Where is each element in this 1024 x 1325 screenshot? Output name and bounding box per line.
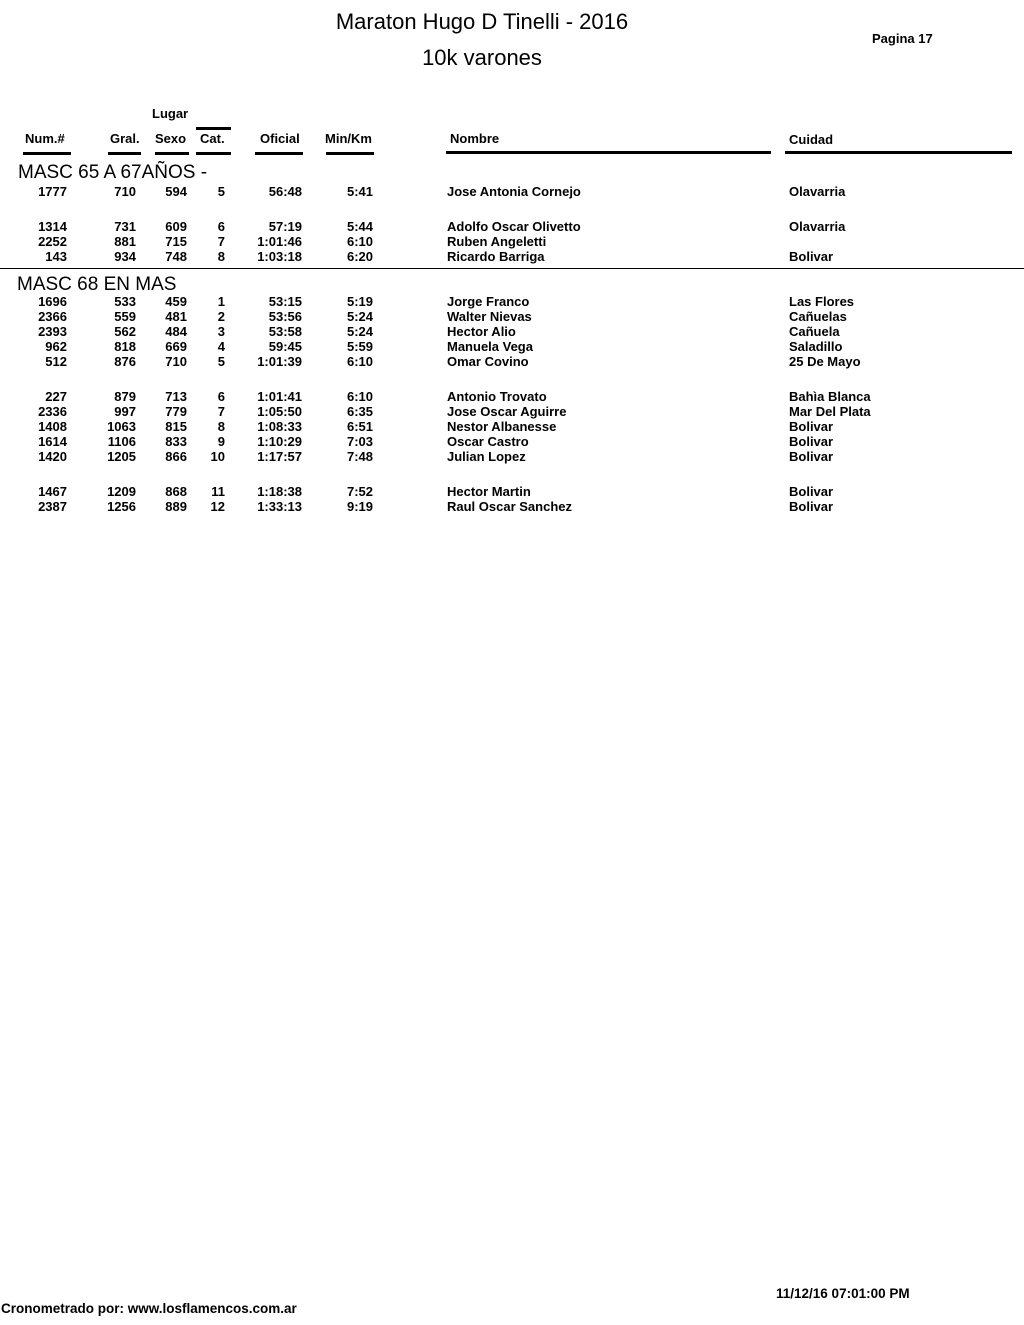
cell-cuidad: Bolivar [789, 249, 834, 264]
cell-cuidad: Olavarria [789, 219, 846, 234]
section-divider [0, 268, 1024, 269]
cell-sexo: 609 [165, 219, 187, 234]
cell-nombre: Nestor Albanesse [447, 419, 557, 434]
cell-num: 1467 [38, 484, 67, 499]
cell-sexo: 669 [165, 339, 187, 354]
cell-cat: 7 [217, 404, 225, 419]
cell-cat: 8 [217, 419, 225, 434]
cell-num: 2387 [38, 499, 67, 514]
cell-oficial: 1:03:18 [257, 249, 302, 264]
cell-cat: 2 [217, 309, 225, 324]
cell-num: 2336 [38, 404, 67, 419]
cell-minkm: 6:10 [346, 354, 373, 369]
col-underline-cuidad [785, 151, 1012, 154]
cell-gral: 997 [114, 404, 136, 419]
cell-num: 2393 [38, 324, 67, 339]
section-title: MASC 65 A 67AÑOS - [18, 162, 208, 183]
cell-minkm: 6:35 [346, 404, 373, 419]
cell-minkm: 6:10 [346, 389, 373, 404]
cell-cat: 12 [210, 499, 225, 514]
cell-gral: 876 [114, 354, 136, 369]
cell-num: 2366 [38, 309, 67, 324]
cell-num: 143 [45, 249, 67, 264]
col-underline-nombre [446, 151, 771, 154]
cell-cat: 3 [217, 324, 225, 339]
cell-gral: 879 [114, 389, 136, 404]
cell-oficial: 57:19 [268, 219, 302, 234]
cell-oficial: 1:33:13 [257, 499, 302, 514]
cell-sexo: 710 [165, 354, 187, 369]
cell-nombre: Julian Lopez [447, 449, 526, 464]
cell-nombre: Antonio Trovato [447, 389, 547, 404]
cell-minkm: 7:48 [346, 449, 373, 464]
col-underline-sexo [155, 152, 189, 155]
cell-gral: 710 [114, 184, 136, 199]
cell-gral: 533 [114, 294, 136, 309]
col-header-cat: Cat. [200, 131, 225, 146]
cell-oficial: 53:15 [268, 294, 302, 309]
cell-minkm: 6:51 [346, 419, 373, 434]
cell-nombre: Ruben Angeletti [447, 234, 547, 249]
cell-num: 227 [45, 389, 67, 404]
cell-cuidad: Saladillo [789, 339, 843, 354]
cell-cat: 1 [217, 294, 225, 309]
cell-sexo: 594 [165, 184, 187, 199]
cell-sexo: 868 [165, 484, 187, 499]
cell-num: 1408 [38, 419, 67, 434]
cell-minkm: 5:41 [346, 184, 373, 199]
print-timestamp: 11/12/16 07:01:00 PM [776, 1286, 910, 1301]
cell-oficial: 53:58 [268, 324, 302, 339]
col-header-cuidad: Cuidad [789, 132, 834, 147]
col-underline-gral [108, 152, 141, 155]
cell-num: 962 [45, 339, 67, 354]
cell-cuidad: 25 De Mayo [789, 354, 861, 369]
cell-gral: 559 [114, 309, 136, 324]
cell-cuidad: Cañuelas [789, 309, 847, 324]
cell-gral: 562 [114, 324, 136, 339]
cell-cuidad: Olavarria [789, 184, 846, 199]
cell-num: 1314 [38, 219, 67, 234]
cell-sexo: 866 [165, 449, 187, 464]
cell-nombre: Oscar Castro [447, 434, 529, 449]
cell-sexo: 779 [165, 404, 187, 419]
cell-num: 1777 [38, 184, 67, 199]
section-title: MASC 68 EN MAS [17, 274, 177, 295]
cell-num: 1420 [38, 449, 67, 464]
cell-nombre: Manuela Vega [447, 339, 533, 354]
cell-sexo: 748 [165, 249, 187, 264]
cell-cuidad: Bolivar [789, 449, 834, 464]
cell-oficial: 1:17:57 [257, 449, 302, 464]
cell-num: 1614 [38, 434, 67, 449]
col-header-minkm: Min/Km [325, 131, 372, 146]
cell-nombre: Jose Oscar Aguirre [447, 404, 567, 419]
cell-gral: 1209 [107, 484, 136, 499]
cell-sexo: 481 [165, 309, 187, 324]
cell-oficial: 1:01:46 [257, 234, 302, 249]
cell-sexo: 889 [165, 499, 187, 514]
cell-minkm: 7:52 [346, 484, 373, 499]
cell-minkm: 5:24 [346, 324, 373, 339]
lugar-group-label: Lugar [152, 106, 189, 121]
cell-minkm: 5:19 [346, 294, 373, 309]
cell-oficial: 1:01:41 [257, 389, 302, 404]
cell-oficial: 59:45 [268, 339, 302, 354]
cell-minkm: 5:59 [346, 339, 373, 354]
col-header-oficial: Oficial [260, 131, 300, 146]
cell-nombre: Omar Covino [447, 354, 529, 369]
cell-gral: 731 [114, 219, 136, 234]
cell-oficial: 1:05:50 [257, 404, 302, 419]
cell-cat: 6 [217, 219, 225, 234]
cell-cuidad: Bolivar [789, 419, 834, 434]
cell-oficial: 1:01:39 [257, 354, 302, 369]
cell-sexo: 713 [165, 389, 187, 404]
cell-oficial: 1:18:38 [257, 484, 302, 499]
cell-cat: 11 [211, 484, 225, 499]
cell-nombre: Raul Oscar Sanchez [447, 499, 572, 514]
cell-minkm: 6:20 [346, 249, 373, 264]
cell-num: 2252 [38, 234, 67, 249]
cell-minkm: 9:19 [346, 499, 373, 514]
col-header-num: Num.# [25, 131, 65, 146]
cell-cat: 8 [217, 249, 225, 264]
cell-nombre: Hector Alio [447, 324, 516, 339]
cell-sexo: 484 [165, 324, 187, 339]
col-underline-minkm [326, 152, 374, 155]
report-subtitle: 10k varones [422, 45, 542, 70]
cell-cat: 5 [217, 184, 225, 199]
cell-sexo: 815 [165, 419, 187, 434]
cell-sexo: 459 [165, 294, 187, 309]
cell-sexo: 715 [165, 234, 187, 249]
cell-cuidad: Bolivar [789, 499, 834, 514]
cell-cuidad: Bahìa Blanca [789, 389, 871, 404]
cell-nombre: Hector Martin [447, 484, 531, 499]
cell-cuidad: Bolivar [789, 434, 834, 449]
report-title: Maraton Hugo D Tinelli - 2016 [335, 9, 629, 34]
cell-minkm: 6:10 [346, 234, 373, 249]
cell-minkm: 5:24 [346, 309, 373, 324]
cell-minkm: 7:03 [346, 434, 373, 449]
col-underline-cat [196, 152, 231, 155]
col-header-gral: Gral. [110, 131, 140, 146]
cell-gral: 1063 [107, 419, 136, 434]
cell-cuidad: Mar Del Plata [789, 404, 871, 419]
cell-cuidad: Bolivar [789, 484, 834, 499]
cell-cuidad: Cañuela [789, 324, 840, 339]
cell-oficial: 1:10:29 [257, 434, 302, 449]
cell-minkm: 5:44 [346, 219, 373, 234]
page-number: Pagina 17 [872, 31, 933, 46]
cell-gral: 1205 [107, 449, 136, 464]
cell-nombre: Adolfo Oscar Olivetto [447, 219, 581, 234]
cell-cat: 4 [217, 339, 225, 354]
cell-nombre: Ricardo Barriga [447, 249, 545, 264]
cell-sexo: 833 [165, 434, 187, 449]
cell-cat: 7 [217, 234, 225, 249]
cell-num: 512 [45, 354, 67, 369]
cell-nombre: Walter Nievas [447, 309, 532, 324]
col-header-nombre: Nombre [450, 131, 500, 146]
cell-cuidad: Las Flores [789, 294, 855, 309]
cell-nombre: Jorge Franco [447, 294, 530, 309]
cell-nombre: Jose Antonia Cornejo [447, 184, 581, 199]
cell-oficial: 1:08:33 [257, 419, 302, 434]
cell-gral: 934 [114, 249, 136, 264]
cell-gral: 881 [114, 234, 136, 249]
cell-num: 1696 [38, 294, 67, 309]
col-header-sexo: Sexo [155, 131, 187, 146]
cell-cat: 5 [217, 354, 225, 369]
cell-cat: 10 [210, 449, 225, 464]
cell-gral: 818 [114, 339, 136, 354]
cell-oficial: 53:56 [268, 309, 302, 324]
cell-cat: 6 [217, 389, 225, 404]
lugar-cat-overline [196, 127, 231, 130]
cell-gral: 1106 [107, 434, 136, 449]
col-underline-oficial [255, 152, 303, 155]
timing-credit: Cronometrado por: www.losflamencos.com.ar [1, 1301, 297, 1316]
cell-cat: 9 [217, 434, 225, 449]
cell-oficial: 56:48 [268, 184, 302, 199]
cell-gral: 1256 [107, 499, 136, 514]
col-underline-num [23, 152, 71, 155]
